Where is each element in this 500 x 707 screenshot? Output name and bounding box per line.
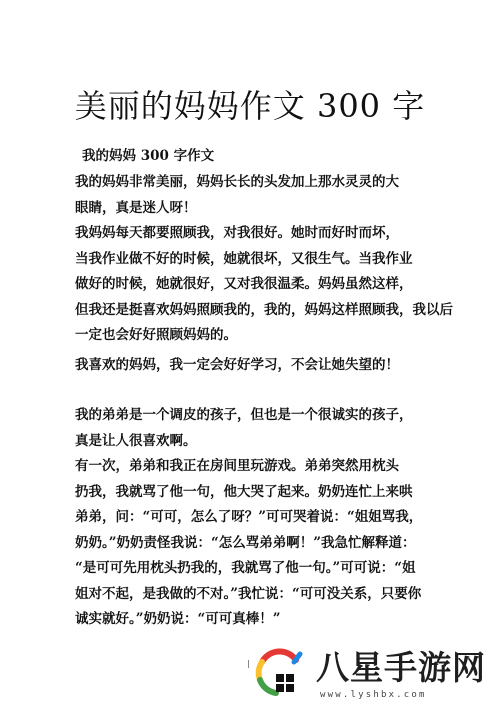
text-line: 我的妈妈非常美丽，妈妈长长的头发加上那水灵灵的大	[75, 174, 399, 190]
text-line: 一定也会好好照顾妈妈的。	[75, 327, 237, 343]
text-line: 扔我，我就骂了他一句，他大哭了起来。奶奶连忙上来哄	[75, 483, 413, 500]
document-title: 美丽的妈妈作文 300 字	[74, 87, 426, 125]
text-line: 姐对不起，是我做的不对。”我忙说：“可可没关系，只要你	[75, 585, 422, 602]
document-subtitle: 我的妈妈 300 字作文	[82, 148, 215, 164]
text-line: 诚实就好。”奶奶说：“可可真棒！”	[75, 611, 281, 627]
text-line: 奶奶。”奶奶责怪我说：“怎么骂弟弟啊！”我急忙解释道：	[75, 534, 416, 551]
watermark-site-name: 八星手游网	[316, 648, 486, 687]
paragraph-1	[75, 170, 425, 221]
text-line: “是可可先用枕头扔我的，我就骂了他一句。”可可说：“姐	[75, 560, 416, 576]
colorful-c-windows-logo-icon	[254, 648, 304, 698]
text-line: 当我作业做不好的时候，她就很坏，又很生气。当我作业	[75, 250, 413, 267]
site-watermark	[248, 644, 500, 707]
text-line: 做好的时候，她就很好，又对我很温柔。妈妈虽然这样，	[75, 276, 413, 292]
paragraph-2	[75, 221, 453, 349]
text-line: 有一次，弟弟和我正在房间里玩游戏。弟弟突然用枕头	[75, 458, 399, 474]
text-line: 我妈妈每天都要照顾我，对我很好。她时而好时而坏，	[75, 225, 399, 241]
paragraph-4	[75, 403, 425, 454]
text-line: 眼睛，真是迷人呀！	[75, 199, 197, 216]
paragraph-5	[75, 454, 425, 633]
text-line: 我的弟弟是一个调皮的孩子，但也是一个很诚实的孩子，	[75, 407, 413, 423]
text-line: 弟弟，问：“可可，怎么了呀？”可可哭着说：“姐姐骂我，	[75, 509, 423, 525]
text-line: 我喜欢的妈妈，我一定会好好学习，不会让她失望的！	[75, 357, 399, 373]
text-line: 但我还是挺喜欢妈妈照顾我的，我的，妈妈这样照顾我，我以后	[75, 301, 453, 318]
watermark-site-url: www.lyshbx.com	[320, 690, 427, 700]
paragraph-3	[75, 353, 425, 379]
text-line: 真是让人很喜欢啊。	[75, 432, 197, 449]
divider	[248, 660, 249, 668]
